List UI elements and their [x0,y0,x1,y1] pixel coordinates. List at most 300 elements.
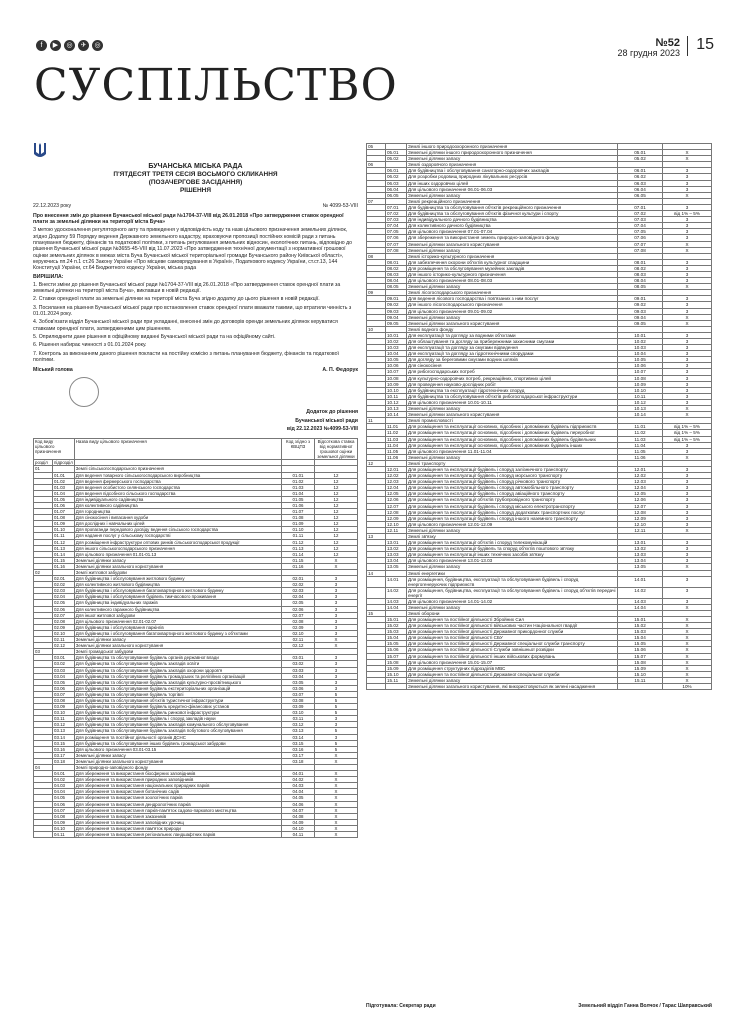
table-cell: 14.04 [618,604,663,610]
table-cell: 02.09 [282,624,315,630]
table-cell: Х [663,150,712,156]
table-cell: 3 [315,667,358,673]
table-cell: 07.01 [386,204,407,210]
table-cell: 5 [315,746,358,752]
table-cell: 3 [663,302,712,308]
table-cell: 02.09 [53,624,75,630]
table-cell: 01 [34,466,53,472]
table-cell: 01.10 [282,527,315,533]
table-cell: 01.16 [53,563,75,569]
table-cell: 12 [315,545,358,551]
table-cell: 03.12 [53,722,75,728]
table-cell: 3 [663,381,712,387]
table-cell: 3 [663,296,712,302]
table-cell: Х [663,647,712,653]
table-cell: 15.11 [618,677,663,683]
table-cell: Для розміщення та експлуатації основних, підсобних і допоміжних будівель підприємств [407,424,618,430]
youtube-icon[interactable]: ▶ [50,40,61,51]
table-cell: Х [315,832,358,838]
table-cell: 3 [315,661,358,667]
table-cell: Для будівництва і обслуговування паркінгів [74,624,281,630]
decision-column [33,142,358,838]
table-cell: 5 [315,697,358,703]
table-cell: Земельні ділянки запасу [407,192,618,198]
table-cell: 03.02 [53,661,75,667]
table-cell: 10.07 [618,369,663,375]
table-cell: 3 [663,552,712,558]
table-cell: 13.04 [386,558,407,564]
table-cell: 03.11 [53,716,75,722]
point-2: 2. Ставки орендної плати за земельні ділянки на території міста Буча згідно додатку до цього рішення в новій редакції. [33,296,320,303]
table-cell: 12.04 [386,485,407,491]
table-cell: Х [315,557,358,563]
table-cell: 04.10 [282,825,315,831]
table-cell: 3 [663,598,712,604]
table-cell: Для будівництва та обслуговування будівель громадських та релігійних організацій [74,673,281,679]
table-cell: Х [663,320,712,326]
session-subtitle: (ПОЗАЧЕРГОВЕ ЗАСІДАННЯ) [148,178,243,186]
table-cell: 5 [315,710,358,716]
table-cell: 10.10 [386,387,407,393]
table-cell: 11.03 [386,436,407,442]
table-cell: 09.04 [618,314,663,320]
table-cell: Землі транспорту [407,460,618,466]
table-cell: Для розміщення та постійної діяльності органів ДСНС [74,734,281,740]
table-cell: Для будівництва та експлуатації гідротехнічних споруд [407,387,618,393]
table-cell: 03.02 [282,661,315,667]
table-cell: Земельні ділянки загального користування [407,320,618,326]
table-cell: 09.02 [618,302,663,308]
table-cell: 10.09 [618,381,663,387]
table-cell: Для сінокосіння [407,363,618,369]
table-cell: 02.07 [53,612,75,618]
instagram-icon[interactable]: ◎ [92,40,103,51]
decision-number: № 4099-53-VIII [322,202,358,209]
table-cell: 02.10 [53,630,75,636]
table-cell: 03.08 [53,697,75,703]
table-cell: 15.05 [386,641,407,647]
table-head [34,439,358,460]
table-cell: 03 [34,649,53,655]
table-cell: 3 [663,576,712,587]
table-cell: 3 [663,308,712,314]
table-cell: Для будівництва та обслуговування будівель закладів охорони здоров'я [74,667,281,673]
table-cell: 03.06 [282,685,315,691]
table-cell: 06.05 [618,192,663,198]
table-cell [367,587,386,598]
table-cell: 02.12 [282,643,315,649]
table-cell: Для збереження та використання біосферних заповідників [74,771,281,777]
table-cell: 06.01 [618,168,663,174]
table-cell: Для збереження та використання заказників [74,813,281,819]
table-cell: Для будівництва та обслуговування інших будівель громадської забудови [74,740,281,746]
table-cell: 03.14 [53,734,75,740]
table-cell: Х [315,637,358,643]
table-cell: 10.13 [618,406,663,412]
table-cell: Для збереження та використання природних заповідників [74,777,281,783]
table-cell: Для інших оздоровчих цілей [407,180,618,186]
table-cell: 3 [315,588,358,594]
table-cell: 12.08 [618,509,663,515]
table-cell: 3 [315,624,358,630]
table-cell: 11.03 [618,436,663,442]
table-cell: 04.05 [282,795,315,801]
table-cell: 10.08 [386,375,407,381]
facebook-icon[interactable]: f [36,40,47,51]
table-cell: Земельні ділянки запасу [74,637,281,643]
table-cell: Для будівництва та обслуговування будівель ринкової інфраструктури [74,710,281,716]
table-cell: 03.03 [53,667,75,673]
table-cell: 03.16 [53,746,75,752]
table-cell: 12.06 [618,497,663,503]
table-cell: Для збереження та використання зоологічних парків [74,795,281,801]
table-cell: 03.12 [282,722,315,728]
table-cell: 08.04 [386,278,407,284]
table-cell: 3 [663,186,712,192]
table-cell: 15.04 [618,635,663,641]
signer-name: А. П. Федорук [322,367,358,374]
table-cell: 12.02 [386,473,407,479]
section-title: СУСПІЛЬСТВО [34,60,398,111]
table-cell: 07.01 [618,204,663,210]
point-3: 3. Посилання на рішення Бучанської міської ради про встановлення ставок орендної плати вважати такими, що втратили чинність з 01.01.2024 року. [33,304,352,318]
table-cell: Для іншого історико-культурного призначення [407,271,618,277]
table-cell: розділ [34,460,53,466]
table-cell: 03.13 [53,728,75,734]
table-cell: 11.04 [386,442,407,448]
table-cell: 05.02 [618,156,663,162]
table-cell: 02.11 [282,637,315,643]
table-cell: 5 [315,704,358,710]
table-cell: Для розміщення та постійної діяльності Державної спеціальної служби транспорту [407,641,618,647]
table-cell: 01.08 [282,515,315,521]
table-cell: Для будівництва та обслуговування будівель закладів культурно-просвітницького [74,679,281,685]
table-cell: 3 [663,259,712,265]
table-cell: 3 [315,594,358,600]
table-cell: 12 [315,490,358,496]
table-cell: 04.01 [282,771,315,777]
table-cell: 3 [315,655,358,661]
table-cell: 5 [315,728,358,734]
table-cell: Х [663,284,712,290]
table-cell: підрозділ [54,460,73,466]
table-cell: Для догляду за береговими смугами водних шляхів [407,357,618,363]
table-cell: Земельні ділянки запасу [407,604,618,610]
table-cell: Для індивідуального садівництва [74,496,281,502]
table-cell: 10.14 [618,412,663,418]
table-cell: 03.16 [282,746,315,752]
table-cell: 15.11 [386,677,407,683]
table-cell: 3 [315,716,358,722]
table-cell: 15.10 [386,671,407,677]
table-cell: Для колективного дачного будівництва [407,223,618,229]
table-cell: 01.13 [53,545,75,551]
table-cell: Х [315,752,358,758]
resolved-heading: ВИРІШИЛА: [33,273,64,280]
table-cell: 3 [663,546,712,552]
table-cell: Для індивідуального дачного будівництва [407,217,618,223]
appendix-3: від 22.12.2023 №4099-53-VIII [286,426,358,433]
page-number: 15 [687,36,714,56]
table-cell: 03.03 [282,667,315,673]
table-row [367,576,712,587]
table-cell: Земельні ділянки загального користування, які використовуються як зелені насадження [407,683,618,689]
table-cell: 02.08 [53,618,75,624]
table-cell: Земельні ділянки запасу [407,406,618,412]
table-cell: Для розміщення та експлуатації будівель і споруд морського транспорту [407,473,618,479]
table-cell: 14.01 [618,576,663,587]
table-cell: 3 [663,235,712,241]
table-cell: 3 [315,576,358,582]
table-cell: Для розміщення та постійної діяльності Державної спеціальної служби [407,671,618,677]
table-cell: 13.01 [386,540,407,546]
trident-icon [33,142,47,160]
table-cell: 3 [663,204,712,210]
table-cell: Для ведення лісового господарства і пов'язаних з ним послуг [407,296,618,302]
table-cell: Х [315,789,358,795]
table-cell: 07.02 [618,211,663,217]
table-cell: Х [315,643,358,649]
table-cell: 3 [315,600,358,606]
table-cell: 13.02 [386,546,407,552]
table-cell: 15.06 [618,647,663,653]
table-cell: 10.03 [386,345,407,351]
table-cell: 04.08 [282,813,315,819]
table-cell: 07.02 [386,211,407,217]
table-cell: 12.09 [386,515,407,521]
table-cell: 15.04 [386,635,407,641]
social-icons [36,40,103,51]
table-column [366,143,712,690]
table-cell: Для будівництва та обслуговування об'єктів туристичної інфраструктури [74,697,281,703]
table-cell: 07.04 [618,223,663,229]
table-cell: 13.02 [618,546,663,552]
issue-date: 28 грудня 2023 [617,48,680,58]
table-cell: 10.06 [386,363,407,369]
table-cell: 09.04 [386,314,407,320]
table-cell: 12 [315,509,358,515]
table-cell: Для облаштування та догляду за прибережними захисними смугами [407,339,618,345]
table-cell: 3 [663,265,712,271]
table-cell: 02.01 [282,576,315,582]
table-cell: 12 [315,551,358,557]
table-cell: 09 [367,290,386,296]
table-cell: Х [663,241,712,247]
table-cell: 04.02 [53,777,75,783]
table-cell: 3 [663,223,712,229]
table-cell: Для розміщення та експлуатації основних, підсобних і допоміжних будівель будівельних [407,436,618,442]
table-cell: 07.05 [618,229,663,235]
telegram-icon[interactable]: ✈ [78,40,89,51]
table-cell: 10.03 [618,345,663,351]
table-cell: 04.10 [53,825,75,831]
table-cell: 02.06 [282,606,315,612]
table-cell: 04.09 [53,819,75,825]
footer-left: Підготувала: Секретар ради [366,1003,436,1009]
table-cell: 05.01 [618,150,663,156]
rates-table-right [366,143,712,690]
table-cell: 02.04 [282,594,315,600]
table-cell: 3 [663,587,712,598]
viber-icon[interactable]: ◎ [64,40,75,51]
table-cell: 08.03 [618,271,663,277]
table-cell: Для розміщення та експлуатації інших технічних засобів зв'язку [407,552,618,558]
table-cell: 01.04 [53,490,75,496]
table-cell: Для будівництва та обслуговування будівель екстериторіальних організацій [74,685,281,691]
table-cell: Для будівництва та обслуговування об'єктів фізичної культури і спорту [407,211,618,217]
table-cell: 10% [663,683,712,689]
table-cell: 04.03 [282,783,315,789]
table-cell: 10.11 [618,393,663,399]
table-cell: 10.05 [618,357,663,363]
table-cell: 02.06 [53,606,75,612]
table-cell: 04.01 [53,771,75,777]
table-cell: 12 [315,472,358,478]
table-cell: 3 [663,375,712,381]
table-cell: 15.10 [618,671,663,677]
table-cell: 02.07 [282,612,315,618]
table-cell: 03.10 [53,710,75,716]
table-cell: Для експлуатації та догляду за водними об'єктами [407,332,618,338]
table-cell: Для будівництва та обслуговування будівель органів державної влади [74,655,281,661]
issue-info [617,38,680,58]
table-cell: Земельні ділянки іншого природоохоронного призначення [407,150,618,156]
table-cell: 01.08 [53,515,75,521]
table-cell: Землі водного фонду [407,326,618,332]
table-cell: Для збереження та використання національних природних парків [74,783,281,789]
table-cell: 10.02 [618,339,663,345]
table-cell: 12.11 [386,527,407,533]
table-cell: 14.01 [386,576,407,587]
table-cell: Для будівництва і обслуговування санаторно-оздоровчих закладів [407,168,618,174]
table-cell: 04.06 [53,801,75,807]
table-cell: 09.05 [618,320,663,326]
table-cell: 03.09 [53,704,75,710]
table-cell: 10.07 [386,369,407,375]
table-cell: Для збереження та використання ботанічних садів [74,789,281,795]
table-cell: 04.05 [53,795,75,801]
table-cell: Для цільового призначення 09.01-09.02 [407,308,618,314]
table-cell: Для цільового призначення 03.01-03.15 [74,746,281,752]
head-rate: Відсоткова ставка від нормативної грошової оцінки земельної ділянки [315,439,358,460]
table-cell: 3 [315,606,358,612]
table-cell: 3 [663,363,712,369]
table-cell: Для цільового призначення 07.01-07.04 [407,229,618,235]
table-cell: Х [315,771,358,777]
table-cell: 04.09 [282,819,315,825]
table-cell: 10.12 [618,399,663,405]
table-cell: Х [663,564,712,570]
table-cell: Х [663,665,712,671]
table-cell: 02.02 [53,582,75,588]
table-cell: 13.04 [618,558,663,564]
table-cell: Для розміщення та експлуатації будівель і споруд річкового транспорту [407,479,618,485]
table-cell: 04.07 [282,807,315,813]
table-cell: 07.08 [618,247,663,253]
table-cell: 3 [663,521,712,527]
table-cell: 01.03 [282,484,315,490]
table-cell: 15.01 [618,616,663,622]
table-cell: Х [663,653,712,659]
table-cell: Для будівництва та обслуговування будівель і споруд закладів науки [74,716,281,722]
table-cell: Землі історико-культурного призначення [407,253,618,259]
table-cell: Для цільового призначення 01.01-01.13 [74,551,281,557]
table-cell: 01.03 [53,484,75,490]
table-cell: 10.13 [386,406,407,412]
table-cell: 09.02 [386,302,407,308]
table-cell: 12.10 [618,521,663,527]
table-cell: 14.02 [386,587,407,598]
table-cell: Х [663,677,712,683]
table-cell: 12 [315,527,358,533]
table-cell: 10.06 [618,363,663,369]
table-cell: 15.07 [618,653,663,659]
table-cell: 15.02 [386,623,407,629]
table-cell: 13.03 [386,552,407,558]
point-5: 5. Оприлюднити дане рішення в офіційному виданні Бучанської міської ради та на офіційному сайті. [33,333,276,340]
table-cell: 3 [663,278,712,284]
table-cell [367,576,386,587]
table-cell: Для будівництва і обслуговування багатоквартирного житлового будинку [74,588,281,594]
point-7: 7. Контроль за виконанням даного рішення покласти на постійну комісію з питань планування бюджету, фінансів та податкової політики. [33,350,339,363]
table-cell: 3 [315,734,358,740]
table-cell: 01.09 [282,521,315,527]
table-cell: 3 [663,540,712,546]
table-cell: 3 [663,174,712,180]
table-cell: 3 [315,673,358,679]
decision-preamble: З метою удосконалення регуляторного акту та приведення у відповідність коду та назв цільового призначення земельних ділянок, згідно Додатку 59 Порядку ведення Державного земельного кадастру, враховуючи пропозиції постійних комісій ради з питань планування бюджету, фінансів та податкової політики, з питань регулювання земельних відносин, екологічних питань, відповідно до рішення Бучанської міської ради №3655-45-VIII від 11.07.2023 «Про затвердження технічної документації з нормативної грошової оцінки земельних ділянок в межах міста Буча Бучанської міської територіальної громади Бучанського району Київської області», керуючись пп.24 п.1 ст.26 Закону України «Про місцеве самоврядування в Україні», Податкового кодексу України, ст.ст.13, 144 Конституції України, ст.64 Бюджетного кодексу України, міська рада [33,227,353,272]
table-cell: Для розміщення та постійної діяльності Збройних Сил [407,616,618,622]
table-cell: 15.08 [386,659,407,665]
table-cell: Землі іншого природоохоронного призначення [407,144,618,150]
table-cell: 02.04 [53,594,75,600]
table-cell: 03.06 [53,685,75,691]
table-cell: 02.10 [282,630,315,636]
table-cell: Земельні ділянки запасу [407,156,618,162]
table-cell: 12.05 [618,491,663,497]
table-cell: Землі зв'язку [407,534,618,540]
table-cell: 3 [663,485,712,491]
table-cell: Для будівництва і обслуговування будівель тимчасового проживання [74,594,281,600]
table-cell: Для цільового призначення 14.01-14.02 [407,598,618,604]
table-cell: Для колективного житлового будівництва [74,582,281,588]
table-cell: Землі оборони [407,610,618,616]
table-cell: 15.05 [618,641,663,647]
table-cell: Для цільового призначення 12.01-12.09 [407,521,618,527]
table-row [367,587,712,598]
table-cell: 01.02 [53,478,75,484]
table-cell: 3 [663,497,712,503]
table-cell: 10.01 [386,332,407,338]
table-cell: Х [663,671,712,677]
table-cell: Для розміщення інфраструктури оптових ринків сільськогосподарської продукції [74,539,281,545]
table-cell: 01.05 [53,496,75,502]
table-cell: 10.04 [618,351,663,357]
table-cell: 11 [367,418,386,424]
table-cell: 15.02 [618,623,663,629]
table-cell: Для розміщення та експлуатації основних, підсобних і допоміжних будівель інших [407,442,618,448]
table-cell: Для будівництва та обслуговування будівель торгівлі [74,691,281,697]
table-cell: 08.02 [618,265,663,271]
table-cell: Земельні ділянки запасу [407,247,618,253]
table-cell: 14 [367,570,386,576]
table-cell: Для забезпечення охорони об'єктів культурної спадщини [407,259,618,265]
table-cell: 3 [663,229,712,235]
table-cell: від 1% – 5% [663,424,712,430]
table-cell: 10.14 [386,412,407,418]
table-cell: 3 [663,168,712,174]
table-cell: 07.03 [618,217,663,223]
